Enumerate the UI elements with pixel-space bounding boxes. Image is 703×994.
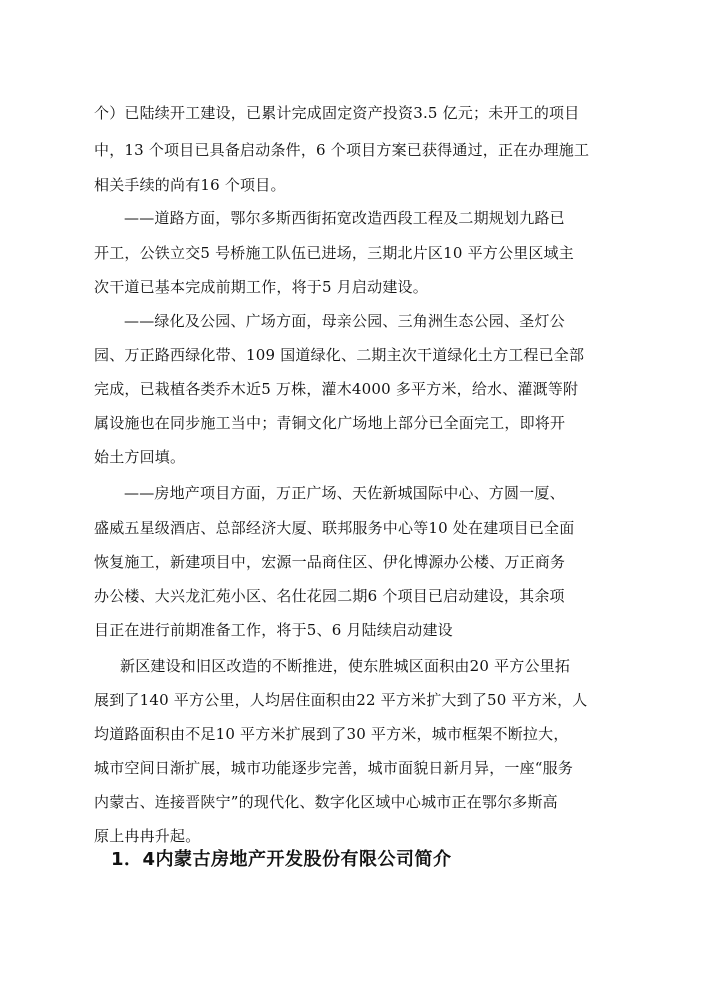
paragraph-3-line-5: 始土方回填。 [94,448,186,466]
paragraph-5-line-3: 均道路面积由不足10 平方米扩展到了30 平方米，城市框架不断拉大， [94,725,569,743]
paragraph-5-line-1: 新区建设和旧区改造的不断推进，使东胜城区面积由20 平方公里拓 [120,657,571,675]
paragraph-4-line-4: 办公楼、大兴龙汇苑小区、名仕花园二期6 个项目已启动建设，其余项 [94,587,565,605]
section-heading: 1．4内蒙古房地产开发股份有限公司简介 [111,849,452,870]
paragraph-5-line-5: 内蒙古、连接晋陕宁”的现代化、数字化区域中心城市正在鄂尔多斯高 [94,793,558,811]
paragraph-5-line-4: 城市空间日渐扩展，城市功能逐步完善，城市面貌日新月异，一座“服务 [94,759,574,777]
paragraph-2-line-2: 开工，公铁立交5 号桥施工队伍已进场，三期北片区10 平方公里区域主 [94,244,574,262]
paragraph-1-line-1: 个）已陆续开工建设，已累计完成固定资产投资3.5 亿元；未开工的项目 [94,104,580,122]
paragraph-2-line-3: 次干道已基本完成前期工作，将于5 月启动建设。 [94,278,428,296]
paragraph-3-line-1: ——绿化及公园、广场方面，母亲公园、三角洲生态公园、圣灯公 [124,312,565,330]
paragraph-1-line-3: 相关手续的尚有16 个项目。 [94,176,286,194]
paragraph-5-line-2: 展到了140 平方公里，人均居住面积由22 平方米扩大到了50 平方米，人 [94,691,588,709]
paragraph-4-line-5: 目正在进行前期准备工作，将于5、6 月陆续启动建设 [94,621,453,639]
paragraph-5-line-6: 原上冉冉升起。 [94,827,201,845]
paragraph-2-line-1: ——道路方面，鄂尔多斯西街拓宽改造西段工程及二期规划九路已 [124,209,565,227]
paragraph-1-line-2: 中，13 个项目已具备启动条件，6 个项目方案已获得通过，正在办理施工 [94,141,590,159]
paragraph-4-line-2: 盛威五星级酒店、总部经济大厦、联邦服务中心等10 处在建项目已全面 [94,519,575,537]
paragraph-3-line-2: 园、万正路西绿化带、109 国道绿化、二期主次干道绿化土方工程已全部 [94,346,585,364]
paragraph-3-line-3: 完成，已栽植各类乔木近5 万株，灌木4000 多平方米，给水、灌溉等附 [94,380,579,398]
paragraph-3-line-4: 属设施也在同步施工当中；青铜文化广场地上部分已全面完工，即将开 [94,414,566,432]
paragraph-4-line-1: ——房地产项目方面，万正广场、天佐新城国际中心、方圆一厦、 [124,484,565,502]
paragraph-4-line-3: 恢复施工，新建项目中，宏源一品商住区、伊化博源办公楼、万正商务 [94,553,566,571]
